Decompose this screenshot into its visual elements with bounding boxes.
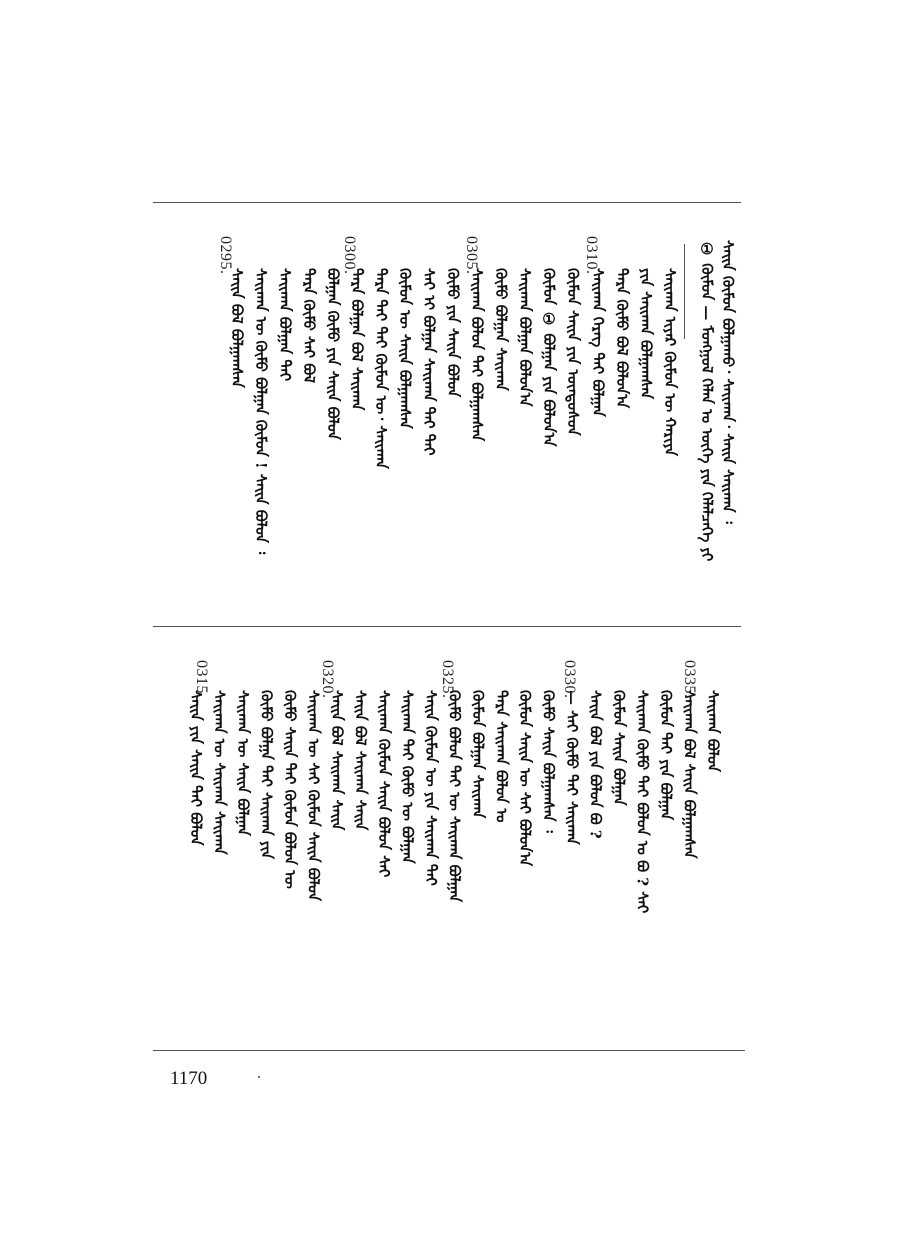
- verse-line: ᠰᠠᠢ ᠢ ᠪᠣᠯᠭᠠᠨ ᠰᠠᠢᠬᠠᠨ ᠲᠡᠢ ᠲᠡᠢ: [420, 268, 438, 456]
- verse-line: ᠰᠠᠢᠨ ᠶᠢᠨ ᠰᠠᠢᠨ ᠲᠡᠢ ᠪᠣᠯᠤᠨ: [187, 690, 205, 846]
- middle-rule: [153, 626, 741, 627]
- verse-line: ᠬᠦᠮᠦ ᠪᠣᠯᠭᠠ ᠲᠡᠢ ᠰᠠᠢᠬᠠᠨ ᠶᠢᠨ: [257, 690, 276, 859]
- verse-line: ᠬᠦᠮᠦᠨ ᠰᠠᠢᠨ ᠦ ᠰᠠᠢ ᠪᠣᠯᠤᠨ᠎ᠠ: [516, 690, 534, 867]
- verse-line: ᠲᠡᠷᠡ ᠰᠠᠢᠬᠠᠨ ᠪᠣᠯᠤᠨ ᠤ: [492, 690, 511, 823]
- verse-line: ᠰᠠᠢᠬᠠᠨ ᠦ ᠰᠠᠢᠬᠠᠨ ᠰᠠᠢᠬᠠᠨ: [210, 690, 229, 855]
- verse-line: ᠰᠠᠢᠨ ᠪᠣᠯ ᠪᠣᠯᠭᠠᠭᠰᠠᠨ: [228, 268, 246, 388]
- footnote-separator: [684, 244, 685, 339]
- verse-line: ᠰᠠᠢᠬᠠᠨ ᠦ ᠬᠦᠮᠦ ᠪᠣᠯᠭᠠᠨ ᠬᠦᠮᠦᠨ ! ᠰᠠᠢᠨ ᠪᠣᠯᠤᠨ ᠄: [252, 268, 270, 555]
- page-number: 1170: [170, 1068, 208, 1089]
- verse-line: ᠰᠠᠢᠬᠠᠨ ᠪᠣᠯᠤᠨ ᠲᠡᠢ ᠪᠣᠯᠭᠠᠭᠰᠠᠨ: [468, 268, 486, 442]
- footnote-line: ① ᠬᠦᠮᠦᠨ — ᠮᠣᠩᠭᠣᠯ ᠬᠡᠯᠡᠨ ᠤ ᠦᠭᠡ ᠶᠢᠨ ᠬᠡᠯᠡᠯᠴᠡᠭᠡ ᠶᠢ: [698, 240, 716, 562]
- verse-line: ᠰᠠᠢᠬᠠᠨ ᠬᠦᠮᠦᠨ ᠰᠠᠢᠨ ᠪᠣᠯᠤᠨ ᠰᠠᠢ: [375, 690, 393, 878]
- verse-line: ᠲᠡᠷᠡ ᠬᠦᠮᠦ ᠰᠠᠢ ᠪᠣᠯ: [300, 268, 318, 383]
- line-number: 0315.: [193, 660, 210, 699]
- verse-line: ᠰᠠᠢᠬᠠᠨ ᠦ ᠰᠠᠢ ᠬᠦᠮᠦᠨ ᠰᠠᠢᠨ ᠪᠣᠯᠤᠨ: [304, 690, 323, 902]
- line-number: 0310.: [583, 236, 600, 275]
- line-number: 0320.: [319, 660, 336, 699]
- verse-line: ᠰᠠᠢᠨ ᠪᠣᠯ ᠶᠢᠨ ᠪᠣᠯᠤᠨ ᠪᠣ ?: [586, 690, 605, 839]
- top-rule: [153, 202, 741, 203]
- line-number: 0300.: [341, 236, 358, 275]
- verse-line: ᠰᠠᠢᠨ ᠪᠣᠯ ᠰᠠᠢᠬᠠᠨ ᠰᠠᠢᠨ: [328, 690, 346, 831]
- verse-line: ᠬᠦᠮᠦᠨ ① ᠪᠣᠯᠭᠠᠨ ᠶᠢᠨ ᠪᠣᠯᠤᠨ᠎ᠠ: [540, 268, 558, 447]
- verse-line: ᠰᠠᠢᠬᠠᠨ ᠪᠣᠯᠤᠨ: [704, 690, 722, 772]
- verse-line: ᠰᠠᠢᠬᠠᠨ ᠬᠦᠮᠦ ᠲᠡᠢ ᠪᠣᠯᠤᠨ ᠤ ᠪᠣ ? ᠰᠠᠢ: [633, 690, 652, 914]
- verse-line: ᠰᠠᠢᠬᠠᠨ ᠪᠣᠯᠭᠠᠨ ᠪᠣᠯᠤᠨ᠎ᠠ: [516, 268, 534, 407]
- verse-line: ᠰᠠᠢᠬᠠᠨ ᠲᠡᠢ ᠬᠦᠮᠦ ᠦ ᠪᠣᠯᠭᠠᠨ: [398, 690, 417, 864]
- verse-line: ᠲᠡᠷᠡ ᠲᠡᠢ ᠲᠡᠢ ᠬᠦᠮᠦᠨ ᠦ᠂ ᠰᠠᠢᠬᠠᠨ: [372, 268, 390, 469]
- verse-line: ᠬᠦᠮᠦᠨ ᠪᠣᠯᠭᠠᠨ ᠰᠠᠢᠬᠠᠨ: [469, 690, 487, 819]
- verse-line: ᠰᠠᠢᠬᠠᠨ ᠢᠶᠡᠷ ᠬᠦᠮᠦᠨ ᠦ ᠬᠠᠷᠢᠶᠠ: [661, 268, 679, 456]
- line-number: 0305.: [463, 236, 480, 275]
- verse-line: ᠲᠡᠷᠡ ᠪᠣᠯᠭᠠᠨ ᠪᠣᠯ ᠰᠠᠢᠬᠠᠨ: [348, 268, 366, 411]
- verse-line: ᠰᠠᠢᠨ ᠬᠦᠮᠦᠨ ᠦ ᠶᠢᠨ ᠰᠠᠢᠬᠠᠨ ᠲᠡᠢ: [422, 690, 440, 886]
- verse-line: ᠪᠣᠯᠭᠠᠨ ᠬᠦᠮᠦ ᠶᠢᠨ ᠰᠠᠢᠨ ᠪᠣᠯᠤᠨ: [324, 268, 342, 440]
- verse-line: ᠬᠦᠮᠦᠨ ᠲᠡᠢ ᠶᠢᠨ ᠪᠣᠯᠭᠠᠨ: [657, 690, 675, 821]
- verse-line: — ᠰᠠᠢ ᠬᠦᠮᠦ ᠲᠡᠢ ᠰᠠᠢᠬᠠᠨ: [563, 690, 581, 845]
- verse-line: ᠶᠢᠨ ᠰᠠᠢᠬᠠᠨ ᠪᠣᠯᠭᠠᠭᠰᠠᠨ: [637, 268, 655, 399]
- verse-line: ᠬᠦᠮᠦᠨ ᠰᠠᠢᠨ ᠪᠣᠯᠭᠠᠨ: [610, 690, 628, 806]
- verse-line: ᠬᠦᠮᠦᠨ ᠦ ᠰᠠᠢᠨ ᠪᠣᠯᠭᠠᠭᠰᠠᠨ: [396, 268, 414, 429]
- bottom-rule: [153, 1050, 745, 1051]
- verse-line: ᠬᠦᠮᠦᠨ ᠰᠠᠢᠨ ᠶᠢᠨ ᠦᠨᠳᠦᠰᠦᠨ: [564, 268, 582, 436]
- verse-line: ᠬᠦᠮᠦ ᠰᠠᠢᠨ ᠪᠣᠯᠭᠠᠭᠰᠠᠨ ᠄: [539, 690, 558, 833]
- verse-line: ᠰᠠᠢᠬᠠᠨ ᠬᠡᠷᠡᠭ ᠲᠡᠢ ᠪᠣᠯᠭᠠᠨ: [589, 268, 607, 417]
- line-number: 0335.: [681, 660, 698, 699]
- verse-line: ᠰᠠᠢᠨ ᠪᠣᠯ ᠰᠠᠢᠬᠠᠨ ᠰᠠᠢᠨ: [351, 690, 370, 831]
- verse-line: ᠰᠠᠢᠬᠠᠨ ᠪᠣᠯᠭᠠᠨ ᠲᠡᠢ: [276, 268, 294, 382]
- verse-line: ᠬᠦᠮᠦ ᠶᠢᠨ ᠰᠠᠢᠨ ᠪᠣᠯᠤᠨ: [444, 268, 462, 398]
- verse-line: ᠰᠠᠢᠬᠠᠨ ᠦ ᠰᠠᠢᠨ ᠪᠣᠯᠭᠠᠨ: [234, 690, 252, 836]
- verse-line: ᠲᠡᠷᠡ ᠬᠦᠮᠦ ᠪᠣᠯ ᠪᠣᠯᠤᠨ᠎ᠠ: [613, 268, 631, 409]
- verse-line: ᠬᠦᠮᠦ ᠰᠠᠢᠨ ᠲᠡᠢ ᠬᠦᠮᠦᠨ ᠪᠣᠯᠤᠨ ᠦ: [281, 690, 299, 889]
- verse-line: ᠰᠠᠢᠬᠠᠨ ᠪᠣᠯ ᠰᠠᠢᠨ ᠪᠣᠯᠭᠠᠭᠰᠠᠨ: [680, 690, 699, 859]
- line-number: 0295.: [217, 236, 234, 275]
- verse-line: ᠬᠦᠮᠦ ᠪᠣᠯᠤᠨ ᠲᠡᠢ ᠦ ᠰᠠᠢᠬᠠᠨ ᠪᠣᠯᠭᠠᠨ: [445, 690, 464, 903]
- line-number: 0330.: [561, 660, 578, 699]
- footnote-line: ᠰᠠᠢᠨ ᠬᠦᠮᠦᠨ ᠪᠣᠯᠭᠠᠬᠤ᠂ ᠰᠠᠢᠬᠠᠨ᠂ ᠰᠠᠢᠨ ᠰᠠᠢᠬᠠᠨ ᠄: [719, 240, 737, 524]
- scan-speck: [258, 1076, 260, 1078]
- line-number: 0325.: [439, 660, 456, 699]
- verse-line: ᠬᠦᠮᠦ ᠪᠣᠯᠭᠠᠨ ᠰᠠᠢᠬᠠᠨ: [492, 268, 510, 391]
